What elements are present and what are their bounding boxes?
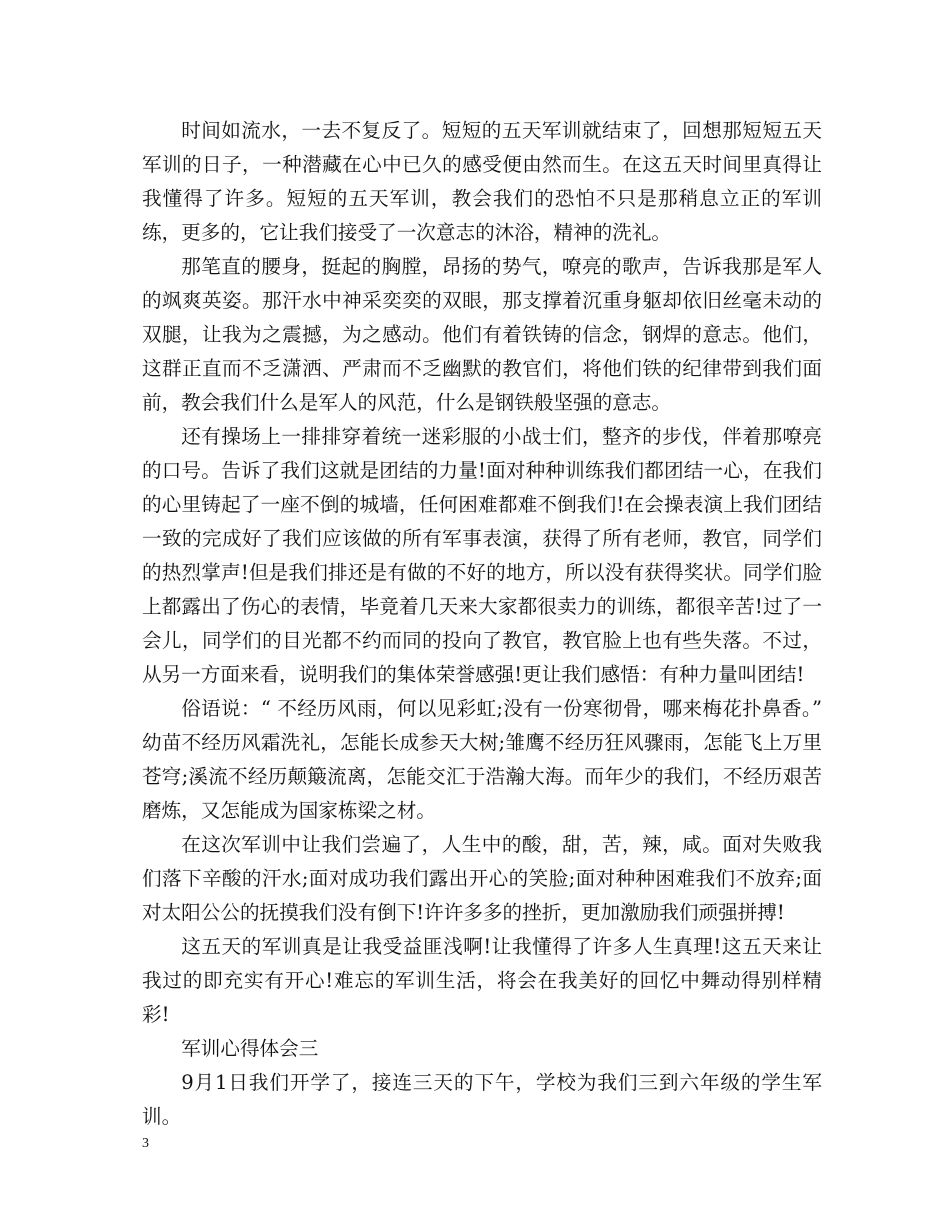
paragraph-1: 时间如流水，一去不复反了。短短的五天军训就结束了，回想那短短五天军训的日子，一种潜藏在心中已久的感受便由然而生。在这五天时间里真得让我懂得了许多。短短的五天军训，教会我们的恐怕不只是那稍息立正的军训练，更多的，它让我们接受了一次意志的沐浴，精神的洗礼。 xyxy=(142,119,822,244)
paragraph-2: 那笔直的腰身，挺起的胸膛，昂扬的势气，嘹亮的歌声，告诉我那是军人的飒爽英姿。那汗水中神采奕奕的双眼，那支撑着沉重身躯却依旧丝毫未动的双腿，让我为之震撼，为之感动。他们有着铁铸的信念，钢焊的意志。他们，这群正直而不乏潇洒、严肃而不乏幽默的教官们，将他们铁的纪律带到我们面前，教会我们什么是军人的风范，什么是钢铁般坚强的意志。 xyxy=(142,255,822,414)
page-number: 3 xyxy=(142,1136,149,1151)
paragraph-6: 这五天的军训真是让我受益匪浅啊!让我懂得了许多人生真理!这五天来让我过的即充实有开心!难忘的军训生活，将会在我美好的回忆中舞动得别样精彩! xyxy=(142,935,822,1026)
document-body xyxy=(142,114,822,1134)
paragraph-4: 俗语说：“ 不经历风雨，何以见彩虹;没有一份寒彻骨，哪来梅花扑鼻香。” 幼苗不经历风霜洗礼，怎能长成参天大树;雏鹰不经历狂风骤雨，怎能飞上万里苍穹;溪流不经历颠簸流离，怎能交汇于浩瀚大海。而年少的我们，不经历艰苦磨炼，又怎能成为国家栋梁之材。 xyxy=(142,697,822,822)
paragraph-3: 还有操场上一排排穿着统一迷彩服的小战士们，整齐的步伐，伴着那嘹亮的口号。告诉了我们这就是团结的力量!面对种种训练我们都团结一心，在我们的心里铸起了一座不倒的城墙，任何困难都难不倒我们!在会操表演上我们团结一致的完成好了我们应该做的所有军事表演，获得了所有老师，教官，同学们的热烈掌声!但是我们排还是有做的不好的地方，所以没有获得奖状。同学们脸上都露出了伤心的表情，毕竟着几天来大家都很卖力的训练，都很辛苦!过了一会儿，同学们的目光都不约而同的投向了教官，教官脸上也有些失落。不过，从另一方面来看，说明我们的集体荣誉感强!更让我们感悟：有种力量叫团结! xyxy=(142,425,822,686)
paragraph-5: 在这次军训中让我们尝遍了，人生中的酸，甜，苦，辣，咸。面对失败我们落下辛酸的汗水;面对成功我们露出开心的笑脸;面对种种困难我们不放弃;面对太阳公公的抚摸我们没有倒下!许许多多的挫折，更加激励我们顽强拼搏! xyxy=(142,833,822,924)
section-heading: 军训心得体会三 xyxy=(181,1037,319,1060)
paragraph-7: 9月1日我们开学了，接连三天的下午，学校为我们三到六年级的学生军训。 xyxy=(142,1071,822,1128)
